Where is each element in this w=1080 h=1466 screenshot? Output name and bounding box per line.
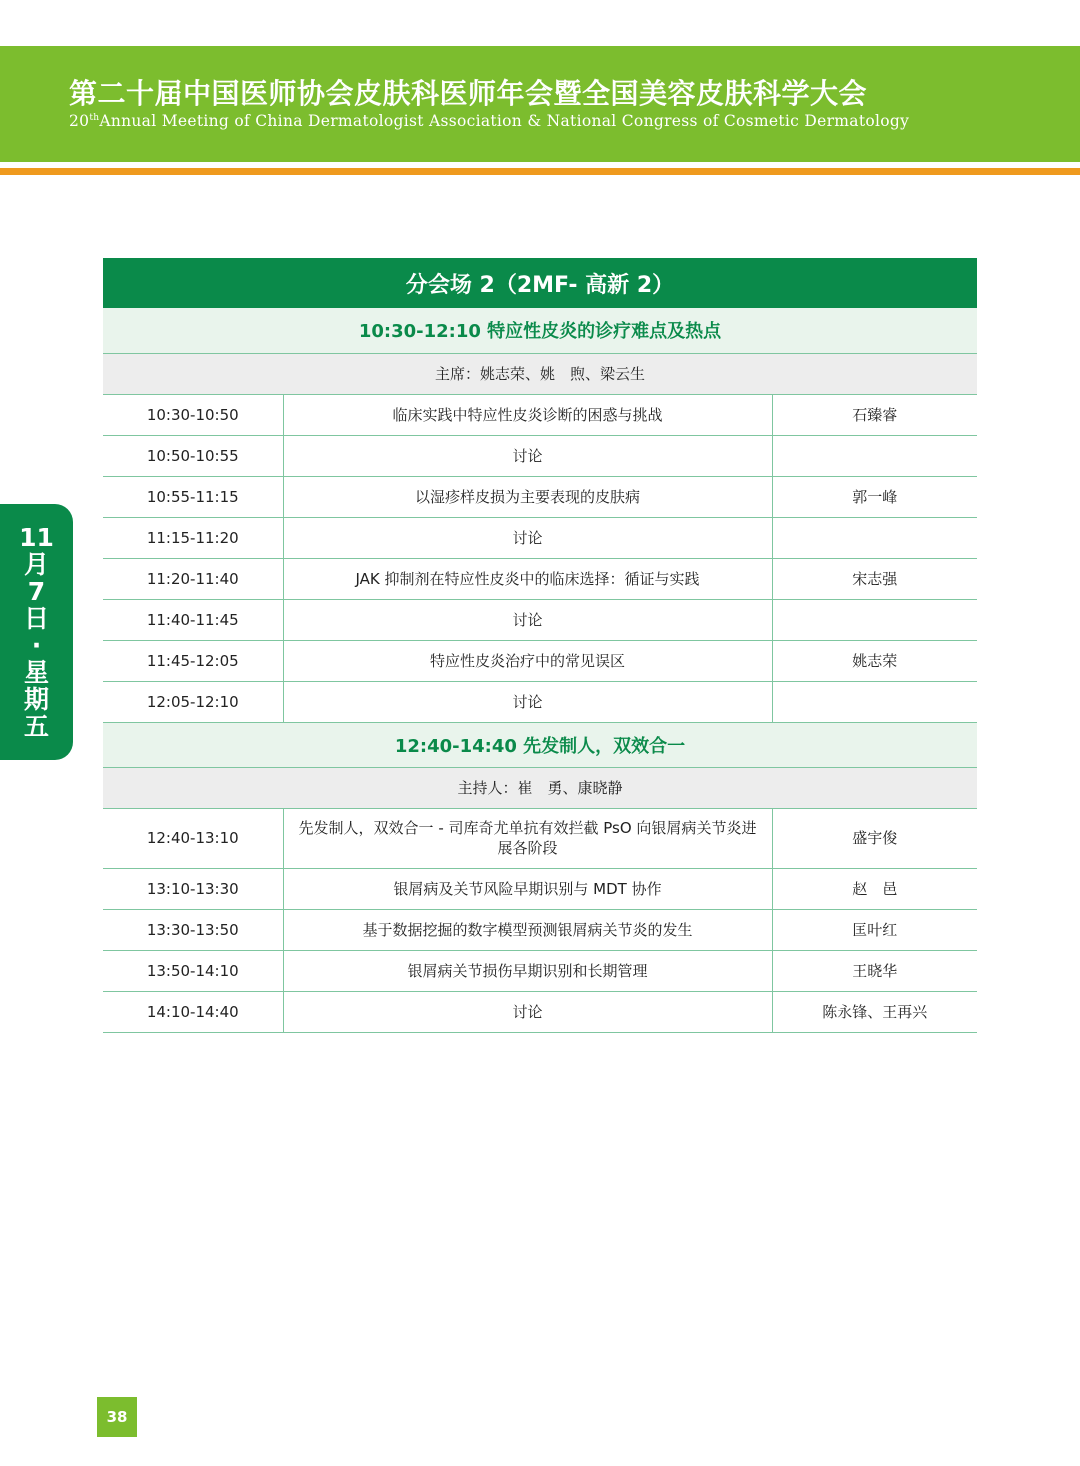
row-speaker: 陈永锋、王再兴 (772, 991, 977, 1032)
row-topic: 临床实践中特应性皮炎诊断的困惑与挑战 (283, 394, 772, 435)
row-topic: 基于数据挖掘的数字模型预测银屑病关节炎的发生 (283, 909, 772, 950)
header-divider-orange (0, 168, 1080, 175)
row-speaker: 郭一峰 (772, 476, 977, 517)
table-row (103, 991, 977, 1032)
row-speaker: 赵 邑 (772, 868, 977, 909)
session-chair-row (103, 767, 977, 808)
date-tab-char: 11 (19, 523, 54, 552)
row-topic: 讨论 (283, 517, 772, 558)
row-time: 10:50-10:55 (103, 435, 283, 476)
session-title-row (103, 722, 977, 767)
row-speaker: 王晓华 (772, 950, 977, 991)
date-tab (0, 504, 73, 760)
row-time: 10:30-10:50 (103, 394, 283, 435)
date-tab-char: 月 (23, 550, 49, 579)
row-speaker (772, 517, 977, 558)
date-tab-char: · (31, 631, 42, 660)
row-time: 11:45-12:05 (103, 640, 283, 681)
row-time: 11:15-11:20 (103, 517, 283, 558)
row-topic: JAK 抑制剂在特应性皮炎中的临床选择：循证与实践 (283, 558, 772, 599)
table-row (103, 868, 977, 909)
table-row (103, 435, 977, 476)
session-chair: 主持人：崔 勇、康晓静 (103, 767, 977, 808)
table-row (103, 476, 977, 517)
row-speaker: 宋志强 (772, 558, 977, 599)
venue-row (103, 258, 977, 308)
subtitle-text: Annual Meeting of China Dermatologist Association & National Congress of Cosmetic Dermatology (99, 112, 910, 130)
row-time: 12:40-13:10 (103, 808, 283, 868)
date-tab-char: 期 (23, 685, 49, 714)
subtitle-ordinal: th (89, 112, 100, 123)
row-topic: 讨论 (283, 435, 772, 476)
table-row (103, 808, 977, 868)
row-topic: 讨论 (283, 991, 772, 1032)
row-speaker: 盛宇俊 (772, 808, 977, 868)
date-tab-char: 日 (23, 604, 49, 633)
table-row (103, 640, 977, 681)
row-time: 13:10-13:30 (103, 868, 283, 909)
row-time: 11:20-11:40 (103, 558, 283, 599)
conference-subtitle (69, 112, 909, 130)
row-speaker: 石臻睿 (772, 394, 977, 435)
row-speaker: 匡叶红 (772, 909, 977, 950)
row-time: 11:40-11:45 (103, 599, 283, 640)
session-chair-row (103, 353, 977, 394)
row-topic: 银屑病关节损伤早期识别和长期管理 (283, 950, 772, 991)
row-speaker (772, 599, 977, 640)
session-title: 12:40-14:40 先发制人，双效合一 (103, 722, 977, 767)
conference-title: 第二十届中国医师协会皮肤科医师年会暨全国美容皮肤科学大会 (69, 77, 868, 110)
table-row (103, 599, 977, 640)
table-row (103, 950, 977, 991)
row-topic: 以湿疹样皮损为主要表现的皮肤病 (283, 476, 772, 517)
row-topic: 讨论 (283, 599, 772, 640)
schedule-table (103, 258, 977, 1033)
subtitle-number: 20 (69, 112, 90, 130)
table-row (103, 394, 977, 435)
row-topic: 银屑病及关节风险早期识别与 MDT 协作 (283, 868, 772, 909)
row-topic: 先发制人，双效合一 - 司库奇尤单抗有效拦截 PsO 向银屑病关节炎进展各阶段 (283, 808, 772, 868)
date-tab-char: 星 (23, 658, 49, 687)
date-tab-char: 7 (27, 577, 46, 606)
row-speaker (772, 681, 977, 722)
row-time: 13:50-14:10 (103, 950, 283, 991)
session-title-row (103, 308, 977, 353)
row-time: 13:30-13:50 (103, 909, 283, 950)
venue-title: 分会场 2（2MF- 高新 2） (103, 258, 977, 308)
row-time: 12:05-12:10 (103, 681, 283, 722)
session-title: 10:30-12:10 特应性皮炎的诊疗难点及热点 (103, 308, 977, 353)
row-topic: 特应性皮炎治疗中的常见误区 (283, 640, 772, 681)
table-row (103, 517, 977, 558)
session-chair: 主席：姚志荣、姚 煦、梁云生 (103, 353, 977, 394)
row-speaker: 姚志荣 (772, 640, 977, 681)
date-tab-char: 五 (23, 712, 49, 741)
row-speaker (772, 435, 977, 476)
table-row (103, 909, 977, 950)
row-time: 14:10-14:40 (103, 991, 283, 1032)
page-number: 38 (97, 1397, 137, 1437)
table-row (103, 558, 977, 599)
table-row (103, 681, 977, 722)
row-time: 10:55-11:15 (103, 476, 283, 517)
row-topic: 讨论 (283, 681, 772, 722)
